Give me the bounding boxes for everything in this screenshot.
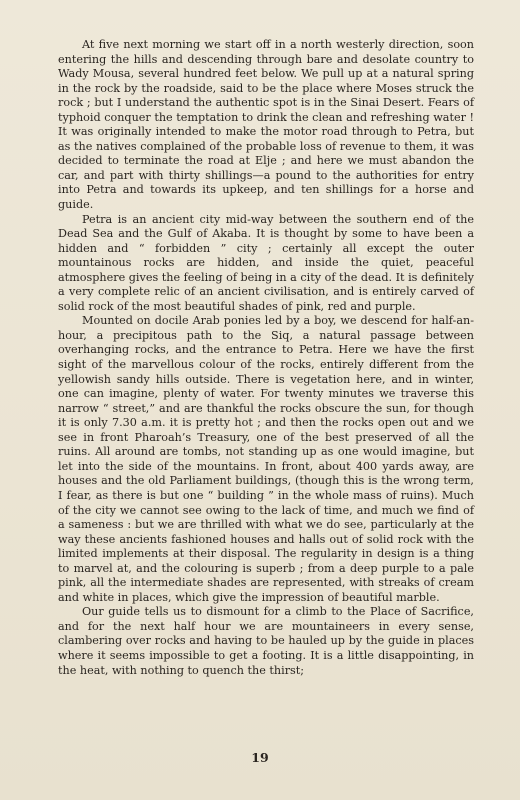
paragraph-3: Mounted on docile Arab ponies led by a boy, we descend for half-an-hour, a precipitous path to the Siq, a natural passage between overhanging rocks, and the entrance to Petra. Here we have the first sight of the marvellous colour of the rocks, entirely different from the yellowish sandy hills outside. There is vegetation here, and in winter, one can imagine, plenty of water. For twenty minutes we traverse this narrow “ street,” and are thankful the rocks obscure the sun, for though it is only 7.30 a.m. it is pretty hot ; and then the rocks open out and we see in front Pharoah’s Treasury, one of the best preserved of all the ruins. All around are tombs, not standing up as one would imagine, but let into the side of the mountains. In front, about 400 yards away, are houses and the old Parliament buildings, (though this is the wrong term, I fear, as there is but one “ building ” in the whole mass of ruins). Much of the city we cannot see owing to the lack of time, and much we find of a sameness : but we are thrilled with what we do see, particularly at the way these ancients fashioned houses and halls out of solid rock with the limited implements at their disposal. The regularity in design is a thing to marvel at, and the colouring is superb ; from a deep purple to a pale pink, all the intermediate shades are represented, with streaks of cream and white in places, which give the impression of beautiful marble. (58, 314, 474, 604)
page-number: 19 (251, 750, 269, 765)
body-text (58, 38, 474, 678)
paragraph-1: At five next morning we start off in a north westerly direction, soon entering the hills and descending through bare and desolate country to Wady Mousa, several hundred feet below. We pull up at a natural spring in the rock by the roadside, said to be the place where Moses struck the rock ; but I understand the authentic spot is in the Sinai Desert. Fears of typhoid conquer the temptation to drink the clean and refreshing water ! It was originally intended to make the motor road through to Petra, but as the natives complained of the probable loss of revenue to them, it was decided to terminate the road at Elje ; and here we must abandon the car, and part with thirty shillings—a pound to the authorities for entry into Petra and towards its upkeep, and ten shillings for a horse and guide. (58, 38, 474, 212)
paragraph-4: Our guide tells us to dismount for a climb to the Place of Sacrifice, and for the next half hour we are mountaineers in every sense, clambering over rocks and having to be hauled up by the guide in places where it seems impossible to get a footing. It is a little disappointing, in the heat, with nothing to quench the thirst; (58, 605, 474, 677)
paragraph-2: Petra is an ancient city mid-way between the southern end of the Dead Sea and the Gulf of Akaba. It is thought by some to have been a hidden and “ forbidden ” city ; certainly all except the outer mountainous rocks are hidden, and inside the quiet, peaceful atmosphere gives the feeling of being in a city of the dead. It is definitely a very complete relic of an ancient civilisation, and is entirely carved of solid rock of the most beautiful shades of pink, red and purple. (58, 212, 475, 313)
